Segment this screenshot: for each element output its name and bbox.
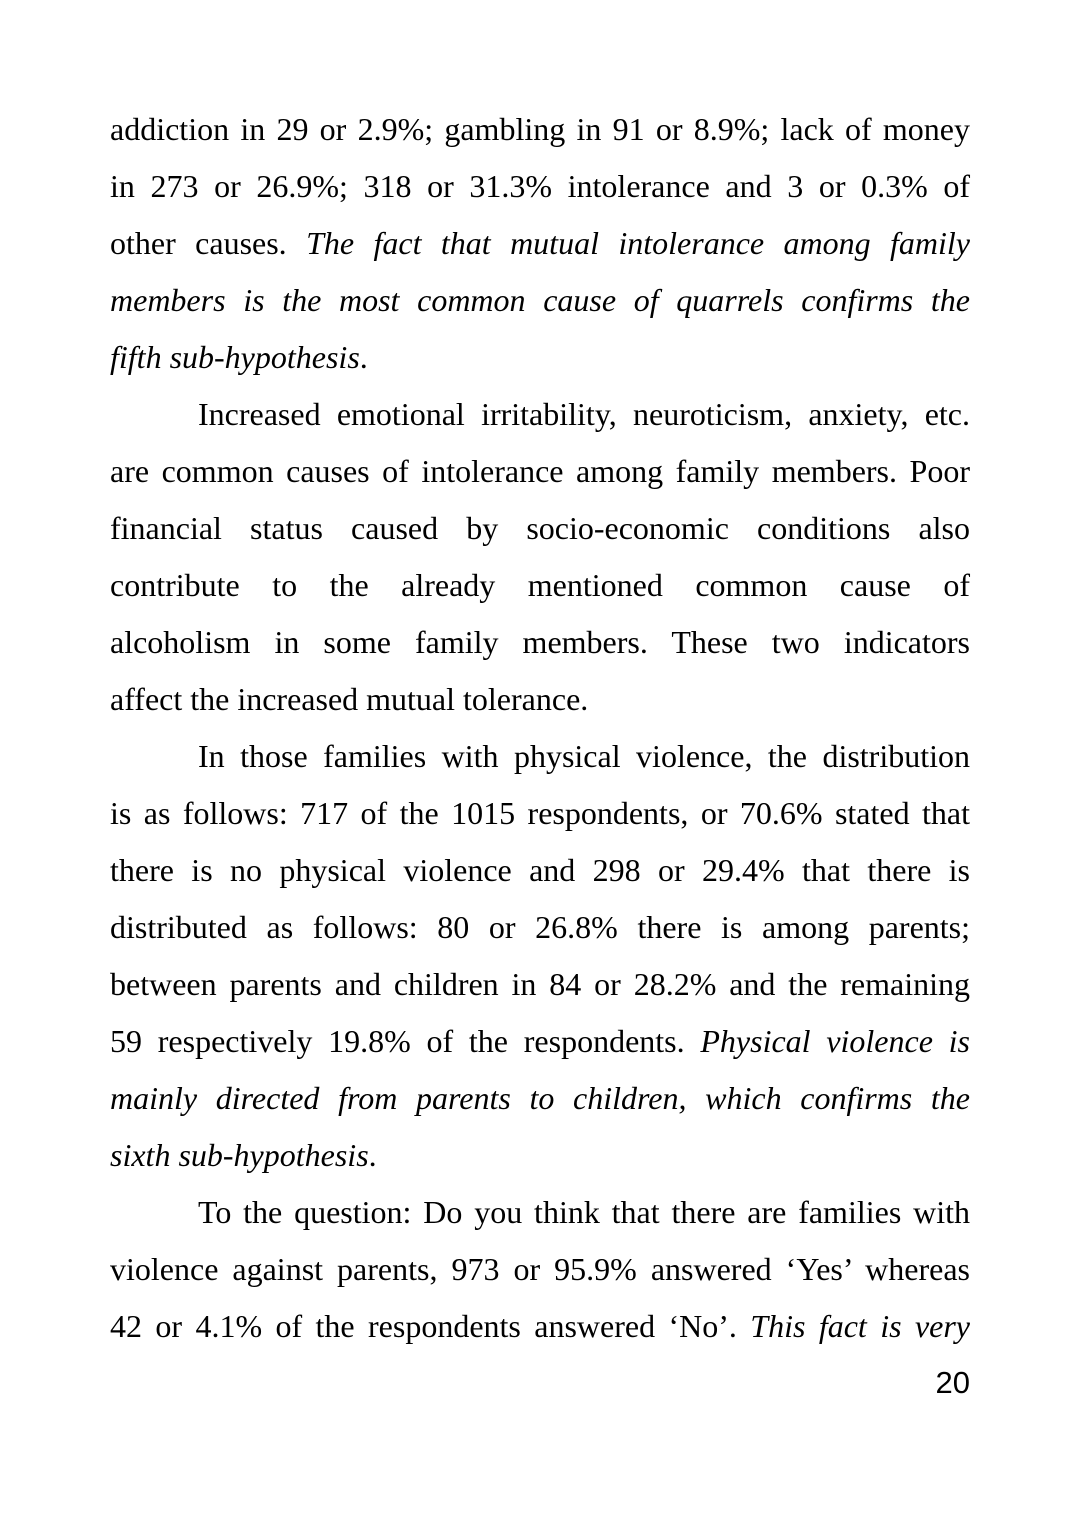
text-segment: contribute to the already mentioned common cause of (110, 567, 970, 603)
text-line (110, 1298, 970, 1355)
text-line (110, 158, 970, 215)
text-segment: violence against parents, 973 or 95.9% answered ‘Yes’ whereas (110, 1251, 970, 1287)
text-segment: other causes. (110, 225, 307, 261)
text-segment: To the question: Do you think that there are families with (198, 1194, 970, 1230)
italic-text-segment: sixth sub-hypothesis (110, 1137, 369, 1173)
italic-text-segment: fifth sub-hypothesis (110, 339, 360, 375)
text-line (110, 443, 970, 500)
page-number: 20 (935, 1365, 970, 1400)
text-line (110, 1013, 970, 1070)
text-segment: addiction in 29 or 2.9%; gambling in 91 or 8.9%; lack of money (110, 111, 970, 147)
text-line (110, 215, 970, 272)
text-segment: is as follows: 717 of the 1015 respondents, or 70.6% stated that (110, 795, 970, 831)
text-line (110, 386, 970, 443)
text-segment: there is no physical violence and 298 or 29.4% that there is (110, 852, 970, 888)
text-segment: In those families with physical violence, the distribution (198, 738, 970, 774)
text-line (110, 785, 970, 842)
text-line (110, 329, 970, 386)
text-segment: distributed as follows: 80 or 26.8% there is among parents; (110, 909, 970, 945)
italic-text-segment: mainly directed from parents to children, which confirms the (110, 1080, 970, 1116)
text-line (110, 101, 970, 158)
text-segment: financial status caused by socio-economic conditions also (110, 510, 970, 546)
text-line (110, 614, 970, 671)
body-text (110, 101, 970, 1355)
text-line (110, 956, 970, 1013)
text-segment: in 273 or 26.9%; 318 or 31.3% intolerance and 3 or 0.3% of (110, 168, 970, 204)
text-segment: . (368, 1137, 377, 1173)
text-segment: affect the increased mutual tolerance. (110, 681, 589, 717)
text-line (110, 1241, 970, 1298)
text-segment: between parents and children in 84 or 28.2% and the remaining (110, 966, 970, 1002)
italic-text-segment: members is the most common cause of quarrels confirms the (110, 282, 970, 318)
italic-text-segment: The fact that mutual intolerance among family (306, 225, 970, 261)
text-line (110, 272, 970, 329)
text-line (110, 728, 970, 785)
text-line (110, 557, 970, 614)
italic-text-segment: Physical violence is (700, 1023, 971, 1059)
text-line (110, 899, 970, 956)
text-segment: 59 respectively 19.8% of the respondents. (110, 1023, 701, 1059)
text-segment: are common causes of intolerance among family members. Poor (110, 453, 970, 489)
text-line (110, 1070, 970, 1127)
italic-text-segment: This fact is very (750, 1308, 970, 1344)
text-line (110, 671, 970, 728)
text-line (110, 842, 970, 899)
text-line (110, 1184, 970, 1241)
text-segment: Increased emotional irritability, neuroticism, anxiety, etc. (198, 396, 970, 432)
text-segment: . (359, 339, 368, 375)
text-segment: alcoholism in some family members. These two indicators (110, 624, 970, 660)
text-line (110, 500, 970, 557)
text-segment: 42 or 4.1% of the respondents answered ‘No’. (110, 1308, 751, 1344)
text-line (110, 1127, 970, 1184)
